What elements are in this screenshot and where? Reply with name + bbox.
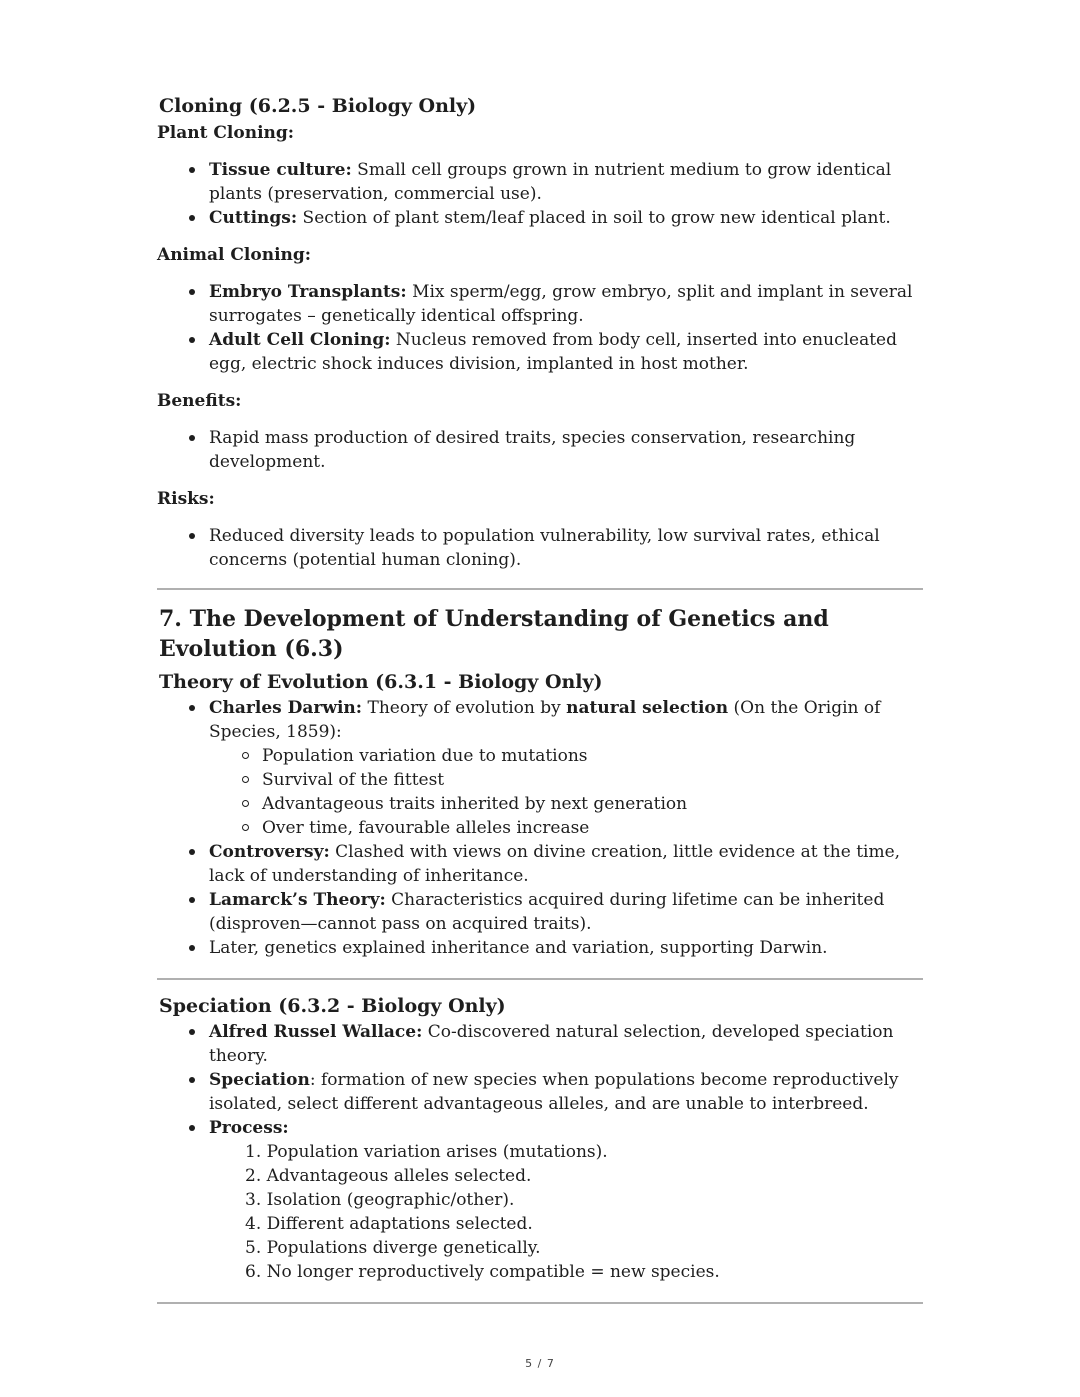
list-item: Charles Darwin: Theory of evolution by natural selection (On the Origin of Species, 1859): (157, 696, 923, 744)
list-item: Rapid mass production of desired traits, species conservation, researching development. (157, 426, 923, 474)
cloning-heading: Cloning (6.2.5 - Biology Only) (159, 95, 477, 117)
process-step: 2. Advantageous alleles selected. (245, 1166, 532, 1186)
plant-cloning-heading: Plant Cloning: (157, 123, 295, 143)
process-step: 1. Population variation arises (mutations). (245, 1142, 608, 1162)
page-indicator: 5 / 7 (525, 1357, 555, 1370)
process-step: 3. Isolation (geographic/other). (245, 1190, 515, 1210)
list-item: Adult Cell Cloning: Nucleus removed from body cell, inserted into enucleated egg, electric shock induces division, implanted in host mother. (157, 328, 923, 376)
sub-list-item: Over time, favourable alleles increase (157, 816, 923, 840)
list-item: Lamarck’s Theory: Characteristics acquired during lifetime can be inherited (disproven—cannot pass on acquired traits). (157, 888, 923, 936)
benefits-list (157, 426, 923, 474)
animal-cloning-list (157, 280, 923, 376)
list-item: Alfred Russel Wallace: Co-discovered natural selection, developed speciation theory. (157, 1020, 923, 1068)
process-steps (157, 1140, 923, 1284)
animal-cloning-heading: Animal Cloning: (157, 245, 312, 265)
list-item: Process: (157, 1116, 923, 1140)
sub-list-item: Survival of the fittest (157, 768, 923, 792)
list-item: Speciation: formation of new species when populations become reproductively isolated, select different advantageous alleles, and are unable to interbreed. (157, 1068, 923, 1116)
divider (157, 588, 923, 590)
list-item: Cuttings: Section of plant stem/leaf placed in soil to grow new identical plant. (157, 206, 923, 230)
list-item: Later, genetics explained inheritance and variation, supporting Darwin. (157, 936, 923, 960)
divider (157, 1302, 923, 1304)
list-item: Tissue culture: Small cell groups grown in nutrient medium to grow identical plants (preservation, commercial use). (157, 158, 923, 206)
speciation-heading: Speciation (6.3.2 - Biology Only) (159, 995, 506, 1017)
evolution-list (157, 696, 923, 960)
list-item: Embryo Transplants: Mix sperm/egg, grow embryo, split and implant in several surrogates – genetically identical offspring. (157, 280, 923, 328)
plant-cloning-list (157, 158, 923, 230)
process-step: 6. No longer reproductively compatible = new species. (245, 1262, 720, 1282)
process-step: 4. Different adaptations selected. (245, 1214, 533, 1234)
darwin-subitems (157, 744, 923, 840)
list-item: Reduced diversity leads to population vulnerability, low survival rates, ethical concerns (potential human cloning). (157, 524, 923, 572)
sub-list-item: Advantageous traits inherited by next generation (157, 792, 923, 816)
list-item: Controversy: Clashed with views on divine creation, little evidence at the time, lack of understanding of inheritance. (157, 840, 923, 888)
benefits-heading: Benefits: (157, 391, 242, 411)
sub-list-item: Population variation due to mutations (157, 744, 923, 768)
divider (157, 978, 923, 980)
risks-list (157, 524, 923, 572)
risks-heading: Risks: (157, 489, 215, 509)
evolution-heading: Theory of Evolution (6.3.1 - Biology Only) (159, 671, 603, 693)
document-page (157, 92, 923, 1304)
speciation-list (157, 1020, 923, 1284)
section-7-heading: 7. The Development of Understanding of Genetics and Evolution (6.3) (159, 606, 829, 662)
process-step: 5. Populations diverge genetically. (245, 1238, 541, 1258)
